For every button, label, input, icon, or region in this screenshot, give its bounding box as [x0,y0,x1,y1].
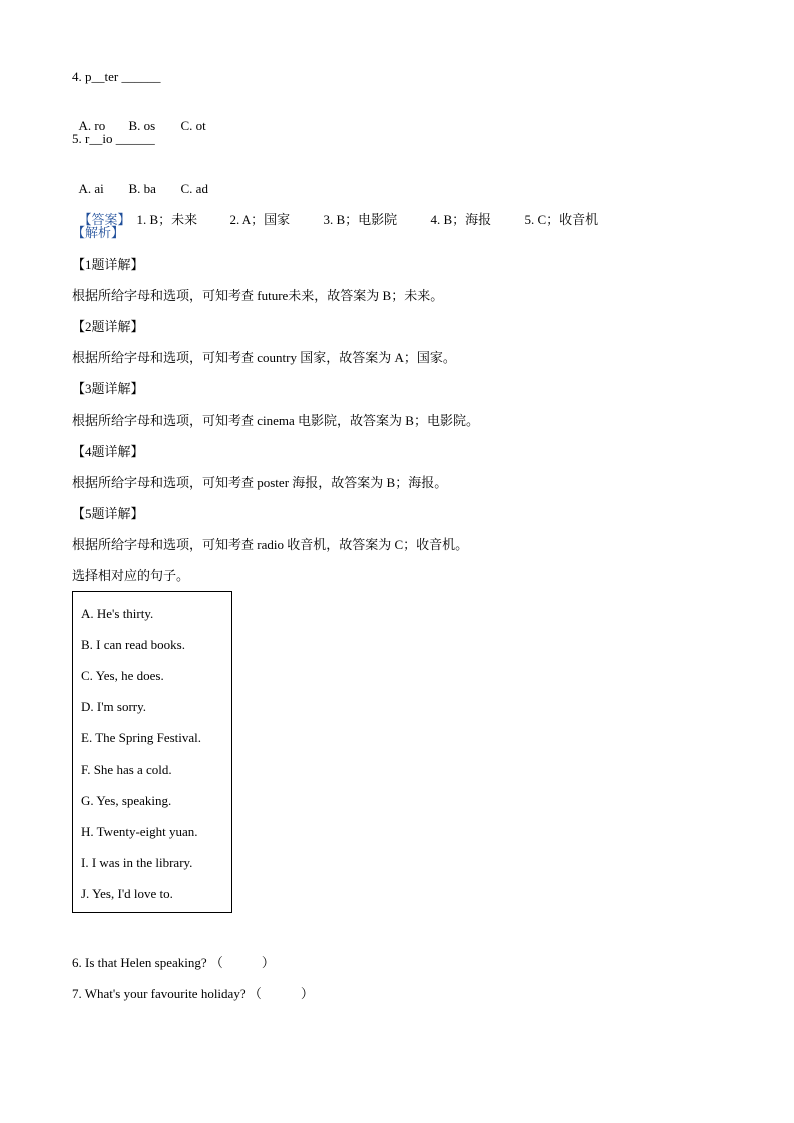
choice-d: D. I'm sorry. [81,699,147,714]
question-5-prompt: 5. r__io ______ [72,131,155,146]
answer-item: 2. A；国家 [229,212,291,227]
detail-heading-3: 【3题详解】 [72,381,144,396]
option-c: C. ot [180,118,206,133]
option-c: C. ad [180,181,208,196]
choice-b: B. I can read books. [81,637,185,652]
answer-line [72,193,598,229]
answer-item: 4. B；海报 [430,212,492,227]
section-instruction: 选择相对应的句子。 [72,568,190,583]
choice-h: H. Twenty-eight yuan. [81,824,198,839]
question-4-prompt: 4. p__ter ______ [72,69,161,84]
detail-text-1: 根据所给字母和选项，可知考查 future未来，故答案为 B；未来。 [72,288,444,303]
option-b: B. ba [128,181,156,196]
detail-text-5: 根据所给字母和选项，可知考查 radio 收音机，故答案为 C；收音机。 [72,537,469,552]
detail-heading-1: 【1题详解】 [72,257,144,272]
detail-text-2: 根据所给字母和选项，可知考查 country 国家，故答案为 A；国家。 [72,350,456,365]
choice-g: G. Yes, speaking. [81,793,172,808]
analysis-tag: 【解析】 [72,225,125,240]
choices-box [72,591,232,913]
choice-j: J. Yes, I'd love to. [81,886,173,901]
detail-heading-2: 【2题详解】 [72,319,144,334]
option-a: A. ro [78,118,106,133]
choice-e: E. The Spring Festival. [81,730,202,745]
detail-heading-5: 【5题详解】 [72,506,144,521]
choice-a: A. He's thirty. [81,606,154,621]
option-a: A. ai [78,181,104,196]
detail-heading-4: 【4题详解】 [72,444,144,459]
choice-i: I. I was in the library. [81,855,193,870]
question-6: 6. Is that Helen speaking? （ ） [72,955,275,970]
option-b: B. os [128,118,156,133]
choice-c: C. Yes, he does. [81,668,164,683]
choice-f: F. She has a cold. [81,762,172,777]
question-7: 7. What's your favourite holiday? （ ） [72,986,314,1001]
answer-item: 3. B；电影院 [323,212,398,227]
detail-text-3: 根据所给字母和选项，可知考查 cinema 电影院，故答案为 B；电影院。 [72,413,479,428]
answer-tag: 【答案】 [78,212,131,227]
detail-text-4: 根据所给字母和选项，可知考查 poster 海报，故答案为 B；海报。 [72,475,448,490]
answer-item: 5. C；收音机 [524,212,599,227]
answer-item: 1. B；未来 [136,212,198,227]
